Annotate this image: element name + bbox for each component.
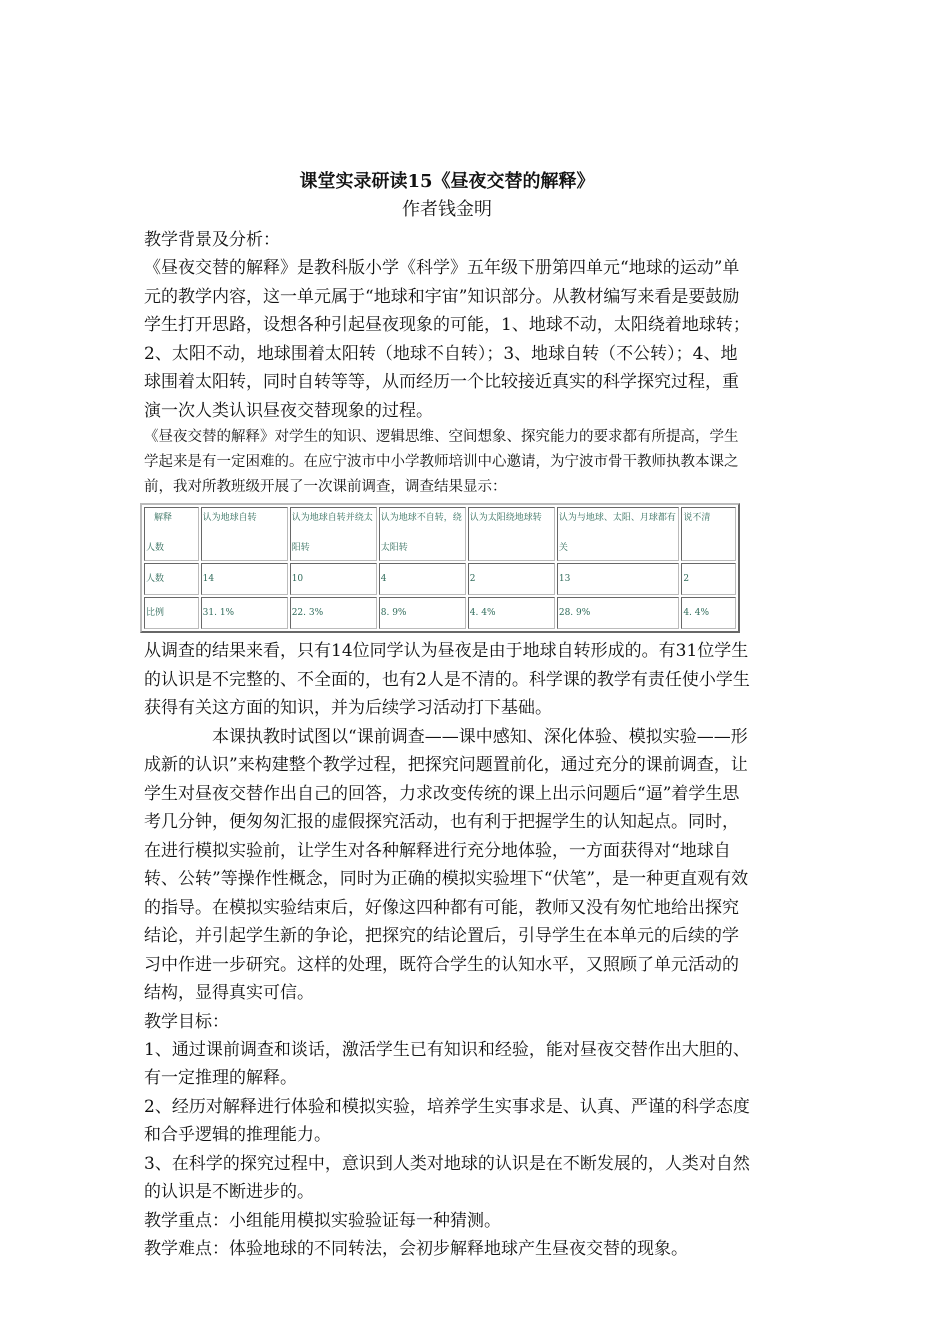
goal-item: 3、在科学的探究过程中，意识到人类对地球的认识是在不断发展的，人类对自然的认识是不断进步的。 xyxy=(144,1153,750,1202)
column-header-part: 认为地球自转并绕太 xyxy=(291,513,373,523)
survey-header-row xyxy=(144,507,736,561)
doc-author: 作者钱金明 xyxy=(402,199,492,220)
key-point: 教学重点：小组能用模拟实验验证每一种猜测。 xyxy=(144,1210,501,1231)
survey-table xyxy=(140,503,740,633)
survey-ratio-row xyxy=(144,597,736,629)
row-label: 人数 xyxy=(144,563,199,595)
ratio-cell: 4. 4% xyxy=(468,597,555,629)
corner-top-label: 解释 xyxy=(154,513,173,523)
count-cell: 14 xyxy=(201,563,288,595)
paragraph-survey-result: 从调查的结果来看，只有14位同学认为昼夜是由于地球自转形成的。有31位学生的认识是不完整的、不全面的，也有2人是不清的。科学课的教学有责任使小学生获得有关这方面的知识，并为后续学习活动打下基础。 xyxy=(144,641,750,718)
column-header-part: 认为地球不自转，绕 xyxy=(380,513,462,523)
survey-column-header xyxy=(379,507,466,561)
goal-item: 1、通过课前调查和谈话，激活学生已有知识和经验，能对昼夜交替作出大胆的、有一定推理的解释。 xyxy=(144,1039,750,1088)
paragraph-intro: 《昼夜交替的解释》是教科版小学《科学》五年级下册第四单元“地球的运动”单元的教学内容，这一单元属于“地球和宇宙”知识部分。从教材编写来看是要鼓励学生打开思路，设想各种引起昼夜现象的可能，1、地球不动，太阳绕着地球转；2、太阳不动，地球围着太阳转（地球不自转）；3、地球自转（不公转）；4、地球围着太阳转，同时自转等等，从而经历一个比较接近真实的科学探究过程，重演一次人类认识昼夜交替现象的过程。 xyxy=(144,258,750,421)
survey-column-header: 认为地球自转 xyxy=(201,507,288,561)
count-cell: 4 xyxy=(379,563,466,595)
ratio-cell: 28. 9% xyxy=(557,597,679,629)
difficulty-point: 教学难点：体验地球的不同转法，会初步解释地球产生昼夜交替的现象。 xyxy=(144,1239,688,1259)
survey-column-header: 说不清 xyxy=(681,507,736,561)
survey-column-header xyxy=(290,507,377,561)
survey-count-row xyxy=(144,563,736,595)
ratio-cell: 31. 1% xyxy=(201,597,288,629)
ratio-cell: 22. 3% xyxy=(290,597,377,629)
count-cell: 13 xyxy=(557,563,679,595)
count-cell: 2 xyxy=(681,563,736,595)
row-label: 比例 xyxy=(144,597,199,629)
survey-corner-cell xyxy=(144,507,199,561)
column-header-part: 认为与地球、太阳、月球都有 xyxy=(558,513,676,523)
goal-item: 2、经历对解释进行体验和模拟实验，培养学生实事求是、认真、严谨的科学态度和合乎逻辑的推理能力。 xyxy=(144,1096,750,1145)
column-header-part: 关 xyxy=(558,543,568,553)
doc-title: 课堂实录研读15《昼夜交替的解释》 xyxy=(299,171,595,192)
count-cell: 10 xyxy=(290,563,377,595)
count-cell: 2 xyxy=(468,563,555,595)
corner-bottom-label: 人数 xyxy=(146,543,165,553)
ratio-cell: 8. 9% xyxy=(379,597,466,629)
paragraph-design: 本课执教时试图以“课前调查——课中感知、深化体验、模拟实验——形成新的认识”来构建整个教学过程，把探究问题置前化，通过充分的课前调查，让学生对昼夜交替作出自己的回答，力求改变传统的课上出示问题后“逼”着学生思考几分钟，便匆匆汇报的虚假探究活动，也有利于把握学生的认知起点。同时，在进行模拟实验前，让学生对各种解释进行充分地体验，一方面获得对“地球自转、公转”等操作性概念，同时为正确的模拟实验埋下“伏笔”，是一种更直观有效的指导。在模拟实验结束后，好像这四种都有可能，教师又没有匆忙地给出探究结论，并引起学生新的争论，把探究的结论置后，引导学生在本单元的后续的学习中作进一步研究。这样的处理，既符合学生的认知水平，又照顾了单元活动的结构，显得真实可信。 xyxy=(144,726,749,1003)
document-body xyxy=(144,168,750,1264)
column-header-part: 阳转 xyxy=(291,543,310,553)
survey-column-header xyxy=(557,507,679,561)
survey-column-header: 认为太阳绕地球转 xyxy=(468,507,555,561)
ratio-cell: 4. 4% xyxy=(681,597,736,629)
column-header-part: 太阳转 xyxy=(380,543,408,553)
background-heading: 教学背景及分析： xyxy=(144,230,280,250)
goals-heading: 教学目标： xyxy=(144,1011,229,1032)
paragraph-survey-intro: 《昼夜交替的解释》对学生的知识、逻辑思维、空间想象、探究能力的要求都有所提高，学生学起来是有一定困难的。在应宁波市中小学教师培训中心邀请，为宁波市骨干教师执教本课之前，我对所教班级开展了一次课前调查，调查结果显示： xyxy=(144,429,739,495)
